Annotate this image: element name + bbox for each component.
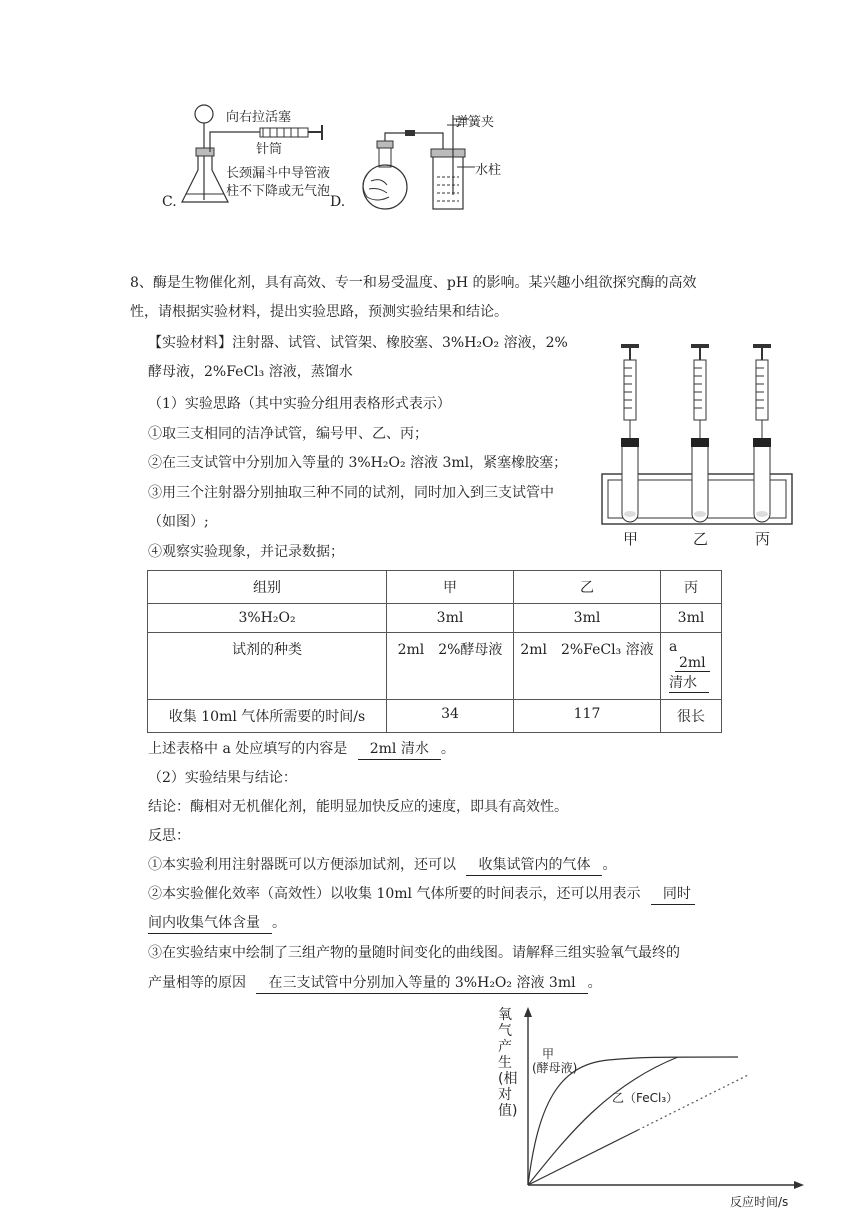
r1-answer: 收集试管内的气体 bbox=[466, 855, 602, 876]
materials-line-2: 酵母液，2%FeCl₃ 溶液，蒸馏水 bbox=[148, 364, 353, 380]
header-group: 组别 bbox=[148, 571, 387, 604]
tube-label-bing: 丙 bbox=[755, 530, 771, 548]
step-2: ②在三支试管中分别加入等量的 3%H₂O₂ 溶液 3ml，紧塞橡胶塞； bbox=[148, 455, 568, 471]
product-graph-drawing bbox=[498, 1005, 818, 1210]
part2-title: （2）实验结果与结论： bbox=[148, 770, 297, 786]
reflection-3a: ③在实验结束中绘制了三组产物的量随时间变化的曲线图。请解释三组实验氧气最终的 bbox=[148, 945, 680, 961]
c-label-note-2: 柱不下降或无气泡 bbox=[226, 184, 331, 199]
cell-h2o2-label: 3%H₂O₂ bbox=[148, 604, 387, 633]
tubes-drawing bbox=[600, 340, 795, 550]
cell-time-label: 收集 10ml 气体所需要的时间/s bbox=[148, 700, 387, 733]
figure-c bbox=[160, 100, 330, 215]
d-label-water: 水柱 bbox=[475, 163, 502, 178]
experiment-table bbox=[147, 570, 722, 733]
cell-h2o2-jia: 3ml bbox=[387, 604, 514, 633]
graph-ylabel: 氧气产生(相对值) bbox=[498, 1007, 518, 1119]
r1-text: ①本实验利用注射器既可以方便添加试剂，还可以 bbox=[148, 857, 456, 873]
reflection-2 bbox=[148, 884, 695, 905]
graph-label-jia-1: 甲 bbox=[542, 1047, 555, 1061]
bing-answer-1: 2ml bbox=[675, 655, 710, 672]
tube-label-yi: 乙 bbox=[693, 530, 709, 548]
r2-answer-2: 间内收集气体含量 bbox=[148, 913, 272, 934]
cell-h2o2-bing: 3ml bbox=[661, 604, 722, 633]
cell-time-bing: 很长 bbox=[661, 700, 722, 733]
curve-bing-solid bbox=[528, 1130, 638, 1185]
a-question-line bbox=[148, 739, 455, 760]
table-row bbox=[148, 604, 722, 633]
cell-reagent-label: 试剂的种类 bbox=[148, 633, 387, 700]
r3-answer: 在三支试管中分别加入等量的 3%H₂O₂ 溶液 3ml bbox=[256, 973, 587, 994]
reflection-title: 反思： bbox=[148, 828, 190, 844]
r3-text-2: 产量相等的原因 bbox=[148, 975, 246, 991]
materials-line-1: 【实验材料】注射器、试管、试管架、橡胶塞、3%H₂O₂ 溶液，2% bbox=[148, 335, 568, 351]
curve-jia bbox=[528, 1057, 738, 1185]
c-label-syringe: 针筒 bbox=[256, 142, 283, 157]
cell-reagent-yi: 2ml 2%FeCl₃ 溶液 bbox=[514, 633, 661, 700]
product-graph bbox=[498, 1005, 818, 1210]
r3-end: 。 bbox=[587, 975, 602, 991]
conclusion: 结论：酶相对无机催化剂，能明显加快反应的速度，即具有高效性。 bbox=[148, 799, 568, 815]
d-label-clip: 弹簧夹 bbox=[455, 115, 495, 130]
table-row bbox=[148, 700, 722, 733]
question-intro-2: 性，请根据实验材料，提出实验思路，预测实验结果和结论。 bbox=[130, 304, 508, 320]
cell-reagent-bing bbox=[661, 633, 722, 700]
part1-title: （1）实验思路（其中实验分组用表格形式表示） bbox=[148, 396, 451, 412]
reflection-3b bbox=[148, 973, 602, 994]
reflection-1 bbox=[148, 855, 616, 876]
r2-end: 。 bbox=[272, 915, 286, 931]
c-label-pull: 向右拉活塞 bbox=[226, 110, 292, 125]
graph-label-yi: 乙（FeCl₃） bbox=[612, 1091, 679, 1105]
reflection-2b bbox=[148, 913, 286, 934]
r2-answer-1: 同时 bbox=[651, 884, 695, 905]
bing-answer-2: 清水 bbox=[669, 672, 709, 693]
graph-xlabel: 反应时间/s bbox=[730, 1195, 789, 1209]
question-intro-1: 8、酶是生物催化剂，具有高效、专一和易受温度、pH 的影响。某兴趣小组欲探究酶的高效 bbox=[130, 275, 697, 291]
table-row bbox=[148, 633, 722, 700]
bing-prefix: a bbox=[669, 639, 678, 655]
step-3a: ③用三个注射器分别抽取三种不同的试剂，同时加入到三支试管中 bbox=[148, 485, 554, 501]
c-letter: C. bbox=[162, 194, 177, 210]
cell-time-jia: 34 bbox=[387, 700, 514, 733]
tubes-figure bbox=[600, 340, 795, 550]
header-jia: 甲 bbox=[387, 571, 514, 604]
cell-reagent-jia: 2ml 2%酵母液 bbox=[387, 633, 514, 700]
a-end: 。 bbox=[440, 741, 455, 757]
c-label-note-1: 长颈漏斗中导管液 bbox=[226, 166, 331, 181]
cell-h2o2-yi: 3ml bbox=[514, 604, 661, 633]
cell-time-yi: 117 bbox=[514, 700, 661, 733]
figure-d bbox=[345, 105, 505, 215]
r2-text: ②本实验催化效率（高效性）以收集 10ml 气体所要的时间表示，还可以用表示 bbox=[148, 886, 641, 902]
step-3b: （如图）; bbox=[148, 514, 209, 530]
tube-label-jia: 甲 bbox=[623, 530, 639, 548]
step-4: ④观察实验现象，并记录数据； bbox=[148, 544, 344, 560]
r1-end: 。 bbox=[602, 857, 617, 873]
header-bing: 丙 bbox=[661, 571, 722, 604]
a-question: 上述表格中 a 处应填写的内容是 bbox=[148, 741, 348, 757]
table-row bbox=[148, 571, 722, 604]
step-1: ①取三支相同的洁净试管，编号甲、乙、丙； bbox=[148, 426, 428, 442]
graph-label-jia-2: (酵母液) bbox=[532, 1061, 578, 1075]
d-letter: D. bbox=[330, 194, 346, 210]
header-yi: 乙 bbox=[514, 571, 661, 604]
curve-yi bbox=[528, 1057, 678, 1185]
a-answer: 2ml 清水 bbox=[358, 739, 441, 760]
